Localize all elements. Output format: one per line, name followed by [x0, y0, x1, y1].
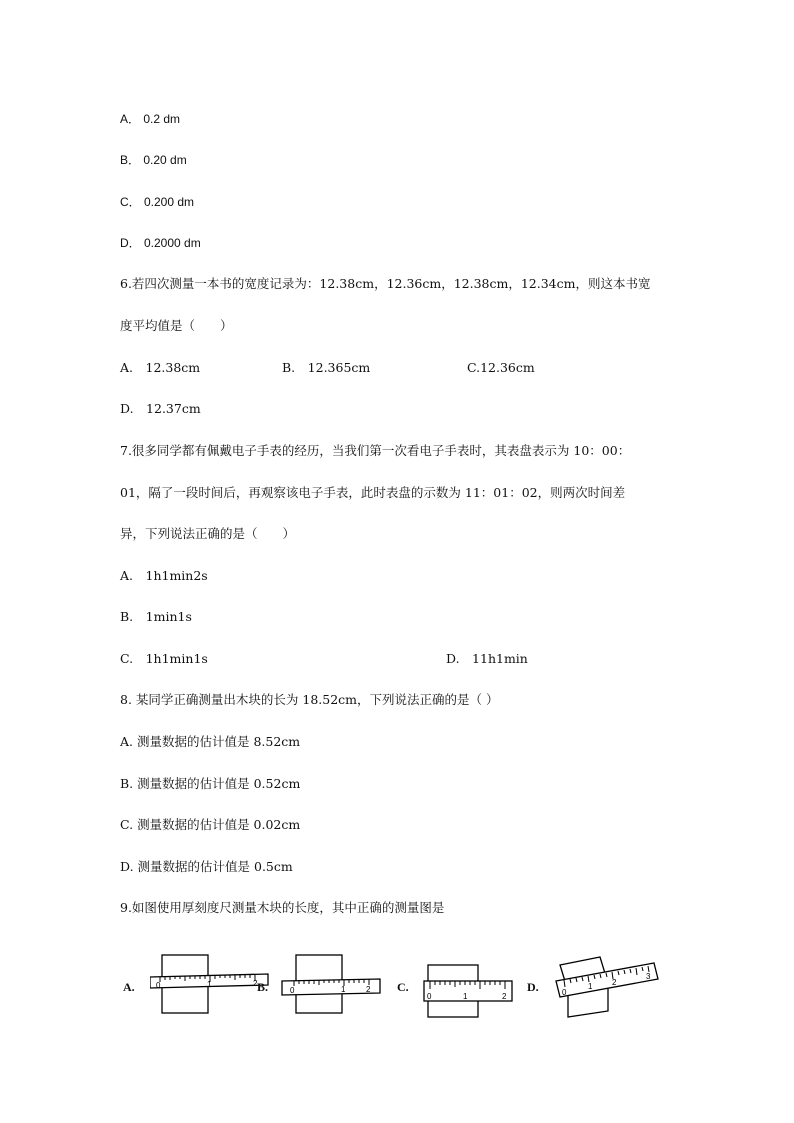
- q7-stem-line1: 7.很多同学都有佩戴电子手表的经历，当我们第一次看电子手表时，其表盘表示为 10：00：: [120, 443, 631, 458]
- figure-c-label: C.: [397, 980, 409, 994]
- tick-label-0: 0: [427, 992, 432, 1001]
- figure-d-label: D.: [527, 980, 539, 994]
- q7-option-a: A. 1h1min2s: [120, 568, 208, 583]
- q8-option-a: A. 测量数据的估计值是 8.52cm: [120, 734, 301, 749]
- q5-option-b: B． 0.20 dm: [120, 153, 187, 167]
- figure-b-ruler-diagram: [280, 945, 410, 1030]
- q9-stem: 9.如图使用厚刻度尺测量木块的长度，其中正确的测量图是: [120, 900, 445, 915]
- tick-label-1: 1: [341, 985, 346, 994]
- q7-stem-line3: 异，下列说法正确的是（ ）: [120, 526, 296, 541]
- q8-option-c: C. 测量数据的估计值是 0.02cm: [120, 817, 301, 832]
- q7-options-row: [120, 651, 680, 667]
- q5-option-d: D． 0.2000 dm: [120, 236, 201, 250]
- q5-option-c: C． 0.200 dm: [120, 195, 195, 209]
- ruler-body: [424, 981, 512, 1001]
- q8-option-d: D. 测量数据的估计值是 0.5cm: [120, 859, 293, 874]
- tick-label-2: 2: [253, 979, 258, 988]
- q6-stem-line1: 6.若四次测量一本书的宽度记录为：12.38cm，12.36cm，12.38cm，12.34cm，则这本书宽: [120, 276, 651, 291]
- q7-option-b: B. 1min1s: [120, 609, 192, 624]
- figure-a-label: A.: [123, 980, 135, 994]
- q6-stem-line2: 度平均值是（ ）: [120, 318, 233, 333]
- figure-b-label: B.: [257, 980, 269, 994]
- q7-option-d: D. 11h1min: [446, 651, 528, 666]
- q6-option-d: D. 12.37cm: [120, 401, 201, 416]
- q6-option-b: B. 12.365cm: [282, 360, 371, 375]
- figure-d-ruler-diagram: [550, 945, 670, 1030]
- q8-option-b: B. 测量数据的估计值是 0.52cm: [120, 776, 301, 791]
- tick-label-3: 3: [646, 972, 651, 981]
- tick-label-1: 1: [588, 982, 593, 991]
- q6-options-row: [120, 360, 680, 376]
- tick-label-0: 0: [290, 986, 295, 995]
- tick-label-0: 0: [156, 981, 161, 990]
- q6-option-c: C.12.36cm: [467, 360, 535, 375]
- q7-option-c: C. 1h1min1s: [120, 651, 208, 666]
- tick-label-1: 1: [463, 992, 468, 1001]
- tick-label-0: 0: [562, 988, 567, 997]
- tick-label-2: 2: [612, 978, 617, 987]
- tick-label-2: 2: [502, 992, 507, 1001]
- q9-figure-panel: [120, 945, 680, 1030]
- q7-stem-line2: 01，隔了一段时间后，再观察该电子手表，此时表盘的示数为 11：01：02，则两次时间差: [120, 485, 626, 500]
- tick-label-1: 1: [207, 980, 212, 989]
- figure-c-ruler-diagram: [418, 945, 538, 1030]
- tick-label-2: 2: [366, 985, 371, 994]
- q6-option-a: A. 12.38cm: [120, 360, 201, 375]
- q8-stem: 8. 某同学正确测量出木块的长为 18.52cm，下列说法正确的是（ ）: [120, 692, 499, 707]
- block-front-face: [162, 985, 208, 1013]
- q5-option-a: A． 0.2 dm: [120, 112, 181, 126]
